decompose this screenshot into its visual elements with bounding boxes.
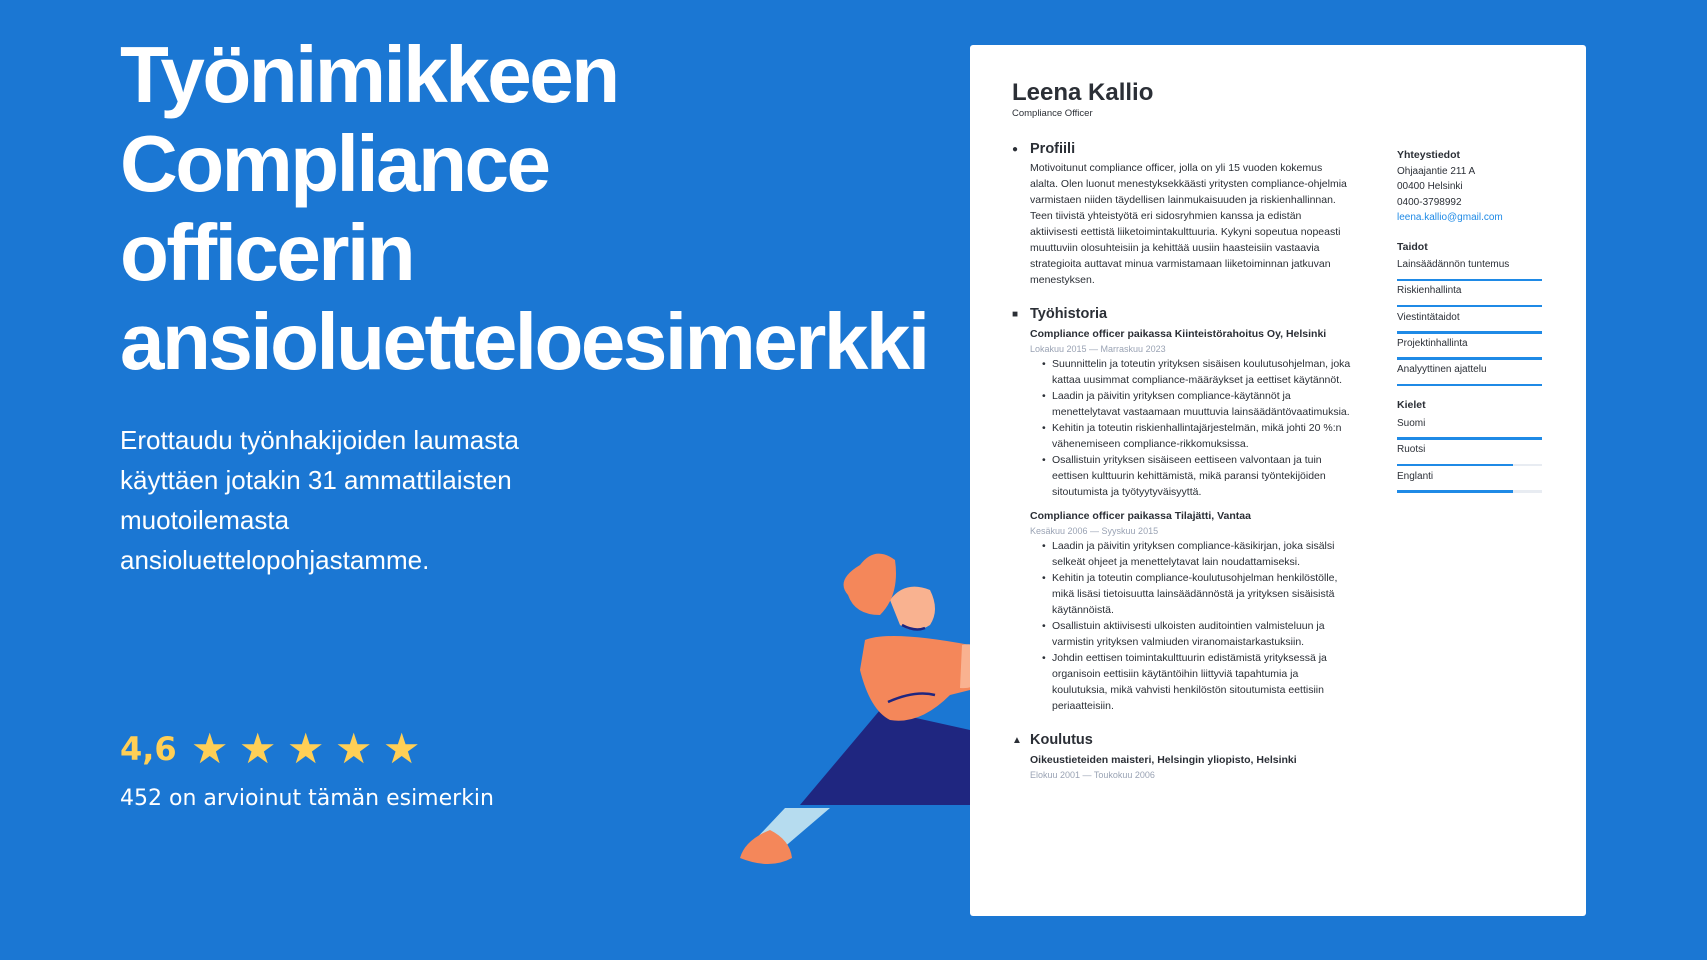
- resume-main-column: [1012, 141, 1352, 782]
- contact-address: Ohjaajantie 211 A: [1397, 165, 1476, 177]
- contact-phone: 0400-3798992: [1397, 196, 1462, 208]
- job-bullet: • Kehitin ja toteutin riskienhallintajärjestelmän, mikä johti 20 %:n vähenemiseen compliance-rikkomuksissa.: [1052, 420, 1352, 452]
- skill-item: [1397, 308, 1542, 334]
- language-name: Suomi: [1397, 417, 1426, 429]
- job-dates: Lokakuu 2015 — Marraskuu 2023: [1030, 344, 1166, 354]
- star-icon: ★: [286, 724, 325, 773]
- language-item: [1397, 467, 1542, 493]
- heading-text: Työhistoria: [1030, 306, 1108, 322]
- language-item: [1397, 414, 1542, 440]
- language-level-bar: [1397, 490, 1542, 493]
- skill-item: [1397, 334, 1542, 360]
- job-title: Compliance officer paikassa Kiinteistörahoitus Oy, Helsinki: [1030, 328, 1327, 340]
- graduation-cap-icon: ▲: [1012, 734, 1022, 746]
- headline-line: ansioluetteloesimerkki: [120, 297, 928, 386]
- heading-text: Profiili: [1030, 141, 1076, 157]
- languages-heading: Kielet: [1397, 399, 1426, 412]
- skill-name: Viestintätaidot: [1397, 311, 1460, 323]
- skills-heading: Taidot: [1397, 240, 1428, 253]
- education-dates: Elokuu 2001 — Toukokuu 2006: [1030, 770, 1155, 780]
- contact-heading: Yhteystiedot: [1397, 149, 1461, 161]
- skill-item: [1397, 255, 1542, 281]
- job-bullet: • Suunnittelin ja toteutin yrityksen sisäisen koulutusohjelman, joka kattaa uusimmat compliance-määräykset ja eettiset käytännöt.: [1052, 356, 1352, 388]
- skill-item: [1397, 281, 1542, 307]
- subtitle: Erottaudu työnhakijoiden laumasta käyttäen jotakin 31 ammattilaisten muotoilemasta ansioluettelopohjastamme.: [120, 425, 519, 575]
- woman-illustration: [730, 540, 1000, 880]
- rating-count: 452 on arvioinut tämän esimerkin: [120, 786, 494, 811]
- rating-score: 4,6: [120, 730, 177, 768]
- language-name: Englanti: [1397, 470, 1434, 482]
- resume-role: Compliance Officer: [1012, 108, 1093, 119]
- star-icon: ★: [334, 724, 373, 773]
- resume-preview[interactable]: [970, 45, 1586, 916]
- job-bullet: • Johdin eettisen toimintakulttuurin edistämistä yrityksessä ja organisoin eettisiin käytäntöihin liittyviä tapahtumia ja koulutuksia, mikä vahvisti henkilöstön sitoutumista eettisiin periaatteisiin.: [1052, 650, 1352, 714]
- job-bullet: • Osallistuin aktiivisesti ulkoisten auditointien valmisteluun ja varmistin yrityksen valmiuden viranomaistarkastuksiin.: [1052, 618, 1352, 650]
- language-item: [1397, 440, 1542, 466]
- headline-line: officerin: [120, 208, 414, 297]
- section-profile-heading: [1012, 141, 1352, 157]
- star-icon: ★: [190, 724, 229, 773]
- page-headline: [120, 30, 928, 386]
- job-bullet: • Osallistuin yrityksen sisäiseen eettiseen valvontaan ja tuin eettisen kulttuurin kehittämistä, mikä paransi työntekijöiden sitoutumista ja työtyytyväisyyttä.: [1052, 452, 1352, 500]
- degree-title: Oikeustieteiden maisteri, Helsingin yliopisto, Helsinki: [1030, 754, 1297, 766]
- skill-item: [1397, 360, 1542, 386]
- briefcase-icon: ■: [1012, 308, 1019, 320]
- contact-city: 00400 Helsinki: [1397, 181, 1463, 192]
- job-dates: Kesäkuu 2006 — Syyskuu 2015: [1030, 526, 1159, 536]
- skill-name: Analyyttinen ajattelu: [1397, 364, 1487, 376]
- section-work-heading: [1012, 306, 1352, 322]
- headline-line: Työnimikkeen: [120, 30, 618, 119]
- star-icon: ★: [382, 724, 421, 773]
- skill-name: Lainsäädännön tuntemus: [1397, 259, 1510, 270]
- contact-email-link[interactable]: leena.kallio@gmail.com: [1397, 212, 1503, 223]
- job-bullet: • Laadin ja päivitin yrityksen compliance-käytännöt ja menettelytavat vastaamaan muuttuvia lainsäädäntövaatimuksia.: [1052, 388, 1352, 420]
- job-entry: [1012, 508, 1352, 714]
- resume-side-column: [1397, 146, 1542, 493]
- section-education-heading: [1012, 732, 1352, 748]
- skill-name: Projektinhallinta: [1397, 337, 1468, 349]
- rating: [120, 724, 421, 773]
- headline-line: Compliance: [120, 119, 549, 208]
- person-icon: ●: [1012, 143, 1019, 155]
- job-title: Compliance officer paikassa Tilajätti, Vantaa: [1030, 510, 1251, 522]
- heading-text: Koulutus: [1030, 732, 1093, 748]
- language-name: Ruotsi: [1397, 444, 1426, 456]
- job-entry: [1012, 326, 1352, 500]
- resume-name: Leena Kallio: [1012, 79, 1154, 106]
- skill-name: Riskienhallinta: [1397, 285, 1462, 297]
- star-icon: ★: [238, 724, 277, 773]
- profile-text: Motivoitunut compliance officer, jolla on yli 15 vuoden kokemus alalta. Olen luonut menestyksekkäästi yritysten compliance-ohjelmia varmistaen niiden täydellisen lainmukaisuuden ja riskienhallinnan. Teen tiivistä yhteistyötä eri sidosryhmien kanssa ja edistän aktiivisesti eettistä liiketoimintakulttuuria. Kykyni sopeutua nopeasti muuttuviin olosuhteisiin ja kehittää uusiin haasteisiin vastaavia strategioita auttavat minua varmistamaan liiketoiminnan jatkuvan menestyksen.: [1030, 162, 1347, 286]
- job-bullet: • Kehitin ja toteutin compliance-koulutusohjelman henkilöstölle, mikä lisäsi tietoisuutta lainsäädännöstä ja yrityksen sisäisistä käytännöistä.: [1052, 570, 1352, 618]
- education-entry: [1012, 752, 1352, 782]
- job-bullet: • Laadin ja päivitin yrityksen compliance-käsikirjan, joka sisälsi selkeät ohjeet ja menettelytavat lain noudattamiseksi.: [1052, 538, 1352, 570]
